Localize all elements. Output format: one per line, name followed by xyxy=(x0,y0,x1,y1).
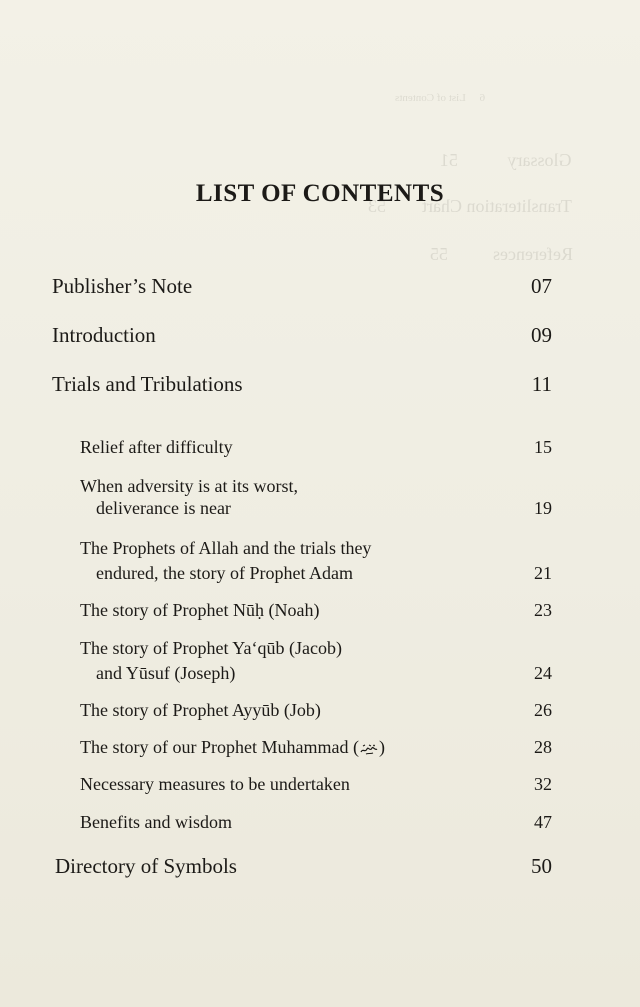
toc-page-number: 15 xyxy=(534,437,552,457)
show-through-text: References 55 xyxy=(430,244,573,264)
toc-entry-label-line2: deliverance is near xyxy=(96,498,231,518)
toc-entry-label: Relief after difficulty xyxy=(80,437,233,457)
toc-entry-label-text: The story of our Prophet Muhammad ( xyxy=(80,737,359,757)
toc-page-number: 11 xyxy=(531,372,552,396)
toc-page-number: 28 xyxy=(534,737,552,757)
page-title: LIST OF CONTENTS xyxy=(195,180,445,207)
show-through-text: Transliteration Chart 53 xyxy=(368,196,572,216)
pbuh-calligraphy-icon xyxy=(360,743,378,755)
toc-page-number: 50 xyxy=(531,854,552,878)
toc-entry-label-line1: The Prophets of Allah and the trials they xyxy=(80,538,372,558)
toc-entry-label-line2: endured, the story of Prophet Adam xyxy=(96,563,353,583)
toc-entry-label: Publisher’s Note xyxy=(52,274,193,298)
toc-page-number: 23 xyxy=(534,600,552,620)
toc-entry-label-line2: and Yūsuf (Joseph) xyxy=(96,663,236,683)
show-through-text: Glossary 51 xyxy=(440,150,572,170)
toc-entry-label: Trials and Tribulations xyxy=(52,372,243,396)
toc-page-number: 32 xyxy=(534,774,552,794)
toc-entry-label: Directory of Symbols xyxy=(55,854,237,878)
toc-entry-label-line1: The story of Prophet Ya‘qūb (Jacob) xyxy=(80,638,342,658)
toc-entry-label xyxy=(80,737,385,758)
toc-entry-label: Benefits and wisdom xyxy=(80,812,232,832)
toc-entry-label-text: ) xyxy=(378,737,385,757)
toc-entry-label: Necessary measures to be undertaken xyxy=(80,774,350,794)
toc-entry-label: Introduction xyxy=(52,323,156,347)
toc-page-number: 26 xyxy=(534,700,552,720)
toc-entry-label-line1: When adversity is at its worst, xyxy=(80,476,298,496)
toc-page-number: 47 xyxy=(534,812,552,832)
toc-entry-label: The story of Prophet Nūḥ (Noah) xyxy=(80,600,320,620)
toc-page-number: 24 xyxy=(534,663,552,683)
toc-page-number: 21 xyxy=(534,563,552,583)
toc-page-number: 19 xyxy=(534,498,552,518)
toc-page-number: 07 xyxy=(531,274,552,298)
toc-page-number: 09 xyxy=(531,323,552,347)
show-through-text: 6 List of Contents xyxy=(395,92,486,104)
toc-entry-label: The story of Prophet Ayyūb (Job) xyxy=(80,700,321,720)
